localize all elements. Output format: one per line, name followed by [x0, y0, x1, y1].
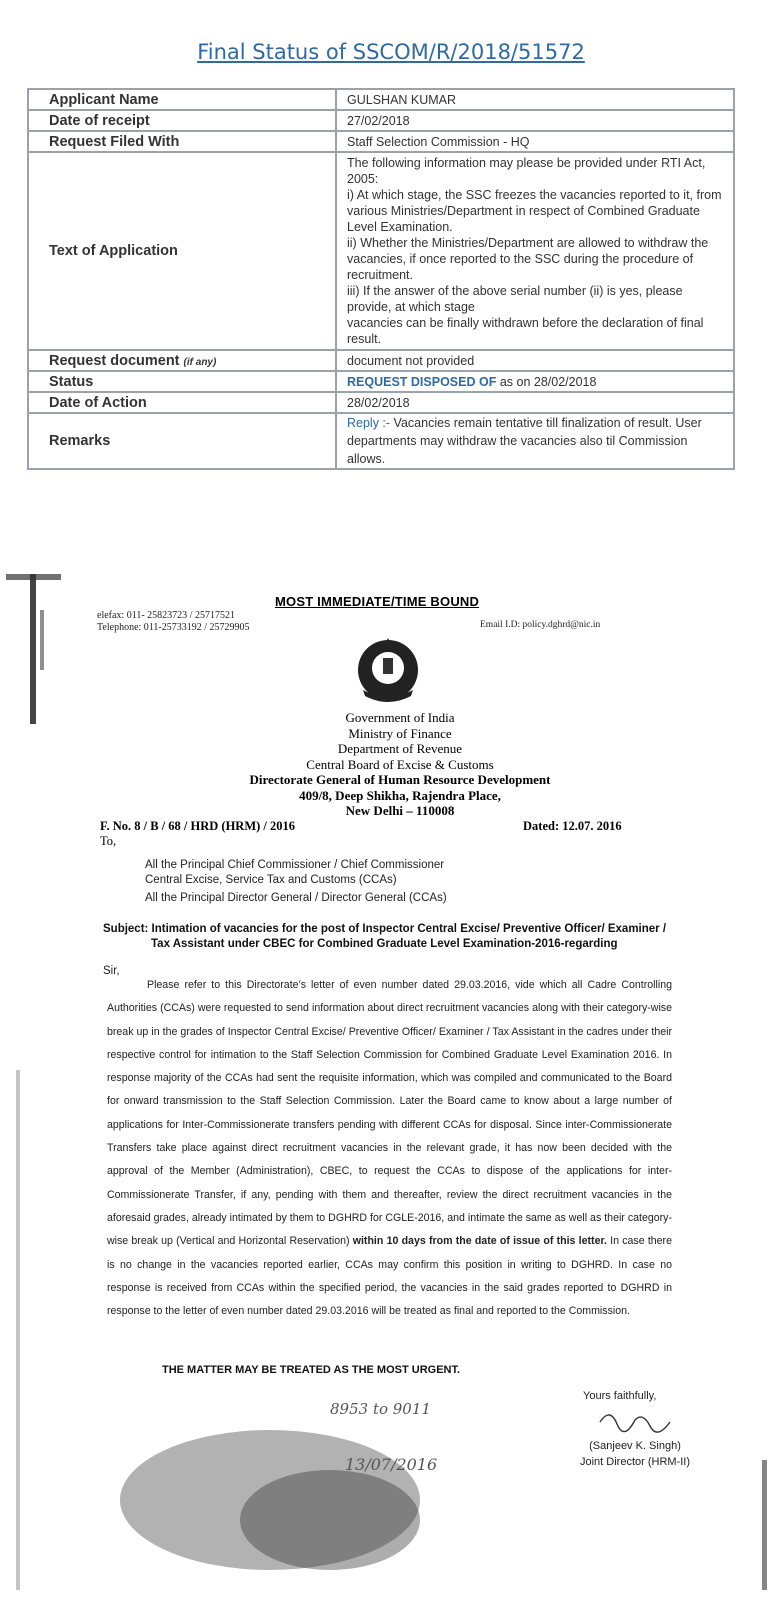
scan-edge-mark [6, 574, 61, 580]
telefax: elefax: 011- 25823723 / 25717521 [97, 610, 235, 621]
scan-edge-mark [30, 574, 36, 724]
row-label: Status [28, 371, 336, 392]
row-value: GULSHAN KUMAR [336, 89, 734, 110]
row-label [28, 350, 336, 371]
status-value [336, 371, 734, 392]
handwritten-number: 8953 to 9011 [330, 1400, 431, 1418]
remarks-value [336, 413, 734, 469]
org-line: 409/8, Deep Shikha, Rajendra Place, [299, 787, 501, 803]
telephone: Telephone: 011-25733192 / 25729905 [97, 622, 250, 633]
row-label: Date of Action [28, 392, 336, 413]
table-row [28, 350, 734, 371]
scanned-letter [0, 570, 782, 1600]
org-line: Central Board of Excise & Customs [306, 756, 494, 772]
file-number: F. No. 8 / B / 68 / HRD (HRM) / 2016 [100, 819, 296, 833]
scan-edge-mark [40, 610, 44, 670]
scan-edge-mark [16, 1070, 20, 1590]
addressee-line: All the Principal Chief Commissioner / Chief Commissioner [145, 859, 445, 871]
table-row [28, 131, 734, 152]
body-bold: within 10 days from the date of issue of this letter. [352, 1235, 607, 1248]
application-line: i) At which stage, the SSC freezes the vacancies reported to it, from various Ministries/Department in respect of Combined Graduate Level Examination. [347, 188, 722, 234]
table-row [28, 371, 734, 392]
application-line: iii) If the answer of the above serial number (ii) is yes, please provide, at which stage [347, 284, 683, 314]
table-row [28, 152, 734, 350]
signer-name: (Sanjeev K. Singh) [589, 1440, 681, 1452]
body-text-end: In case there is no change in the vacancies reported earlier, CCAs may confirm this position in writing to DGHRD. In case no response is received from CCAs within the specified period, the vacancies in the said grades reported to DGHRD in response to the letter of even number dated 29.03.2016 will be treated as final and reported to the Commission. [107, 1235, 672, 1318]
row-label: Text of Application [28, 152, 336, 350]
scan-edge-mark [762, 1460, 767, 1590]
org-line: Ministry of Finance [348, 725, 452, 741]
email-id: Email I.D: policy.dghrd@nic.in [480, 620, 601, 630]
table-row [28, 413, 734, 469]
subject-line: Subject: Intimation of vacancies for the post of Inspector Central Excise/ Preventive Officer/ Examiner / [103, 923, 667, 935]
subject [103, 922, 666, 952]
status-table [27, 88, 735, 470]
priority-heading: MOST IMMEDIATE/TIME BOUND [275, 594, 480, 609]
row-label: Request Filed With [28, 131, 336, 152]
row-label: Remarks [28, 413, 336, 469]
page-title: Final Status of SSCOM/R/2018/51572 [197, 40, 585, 64]
row-label-note: (if any) [183, 356, 217, 368]
to-label: To, [100, 834, 117, 848]
org-line: Directorate General of Human Resource Development [249, 772, 551, 787]
signer-block [580, 1438, 690, 1470]
application-line: ii) Whether the Ministries/Department are allowed to withdraw the vacancies, if once reported to the SSC during the procedure of recruitment. [347, 236, 709, 282]
row-label: Date of receipt [28, 110, 336, 131]
org-line: Department of Revenue [337, 741, 463, 756]
row-value: Staff Selection Commission - HQ [336, 131, 734, 152]
reply-prefix: Reply :- [347, 416, 391, 430]
body-text: Please refer to this Directorate’s letter of even number dated 29.03.2016, vide which all Cadre Controlling Authorities (CCAs) were requested to send information about direct recruitment vacancies along with their category-wise break up in the grades of Inspector Central Excise/ Preventive Officer/ Examiner / Tax Assistant in the cadres under their respective control for intimation to the Staff Selection Commission for Combined Graduate Level Examination 2016. In response majority of the CCAs had sent the requisite information, which was compiled and communicated to the Board for onward transmission to the Staff Selection Commission. Later the Board came to know about a large number of applications for Inter-Commissionerate transfers pending with different CCAs for disposal. Since inter-Commissionerate Transfers take place against direct recruitment vacancies in the relevant grade, it has now been decided with the approval of the Member (Administration), CBEC, to request the CCAs to dispose of the applications for inter-Commissionerate Transfer, if any, pending with them and thereafter, review the direct recruitment vacancies in the aforesaid grades, already intimated by them to DGHRD for CGLE-2016, and intimate the same as well as their category-wise break up (Vertical and Horizontal Reservation) [107, 979, 672, 1248]
application-line: The following information may please be provided under RTI Act, 2005: [347, 156, 706, 186]
table-row [28, 392, 734, 413]
emblem-icon [353, 638, 423, 704]
status-highlight: REQUEST DISPOSED OF [347, 374, 497, 389]
signature-icon [595, 1402, 675, 1436]
letter-body [107, 974, 672, 1323]
signer-title: Joint Director (HRM-II) [580, 1456, 691, 1468]
letterhead [200, 710, 600, 819]
addressee [145, 858, 444, 888]
row-value: 27/02/2018 [336, 110, 734, 131]
row-value: document not provided [336, 350, 734, 371]
remarks-text: Vacancies remain tentative till finalization of result. User departments may withdraw the vacancies also til Commission allows. [347, 416, 702, 466]
org-line: Government of India [345, 710, 455, 725]
org-line: New Delhi – 110008 [345, 803, 455, 818]
application-text [336, 152, 734, 350]
contact-numbers [97, 610, 250, 634]
application-line: vacancies can be finally withdrawn before the declaration of final result. [347, 316, 704, 346]
salutation: Sir, [103, 965, 120, 977]
row-label-text: Request document [49, 352, 180, 369]
urgent-note: THE MATTER MAY BE TREATED AS THE MOST URGENT. [162, 1364, 461, 1376]
handwritten-date: 13/07/2016 [345, 1455, 438, 1474]
status-rest: as on 28/02/2018 [496, 374, 597, 389]
addressee-2: All the Principal Director General / Director General (CCAs) [145, 892, 447, 904]
subject-line: Tax Assistant under CBEC for Combined Graduate Level Examination-2016-regarding [151, 938, 618, 950]
ink-smudge [240, 1470, 420, 1570]
addressee-line: Central Excise, Service Tax and Customs (CCAs) [145, 874, 397, 886]
letter-date: Dated: 12.07. 2016 [523, 819, 622, 833]
table-row [28, 110, 734, 131]
closing: Yours faithfully, [583, 1390, 657, 1402]
row-value: 28/02/2018 [336, 392, 734, 413]
row-label: Applicant Name [28, 89, 336, 110]
table-row [28, 89, 734, 110]
